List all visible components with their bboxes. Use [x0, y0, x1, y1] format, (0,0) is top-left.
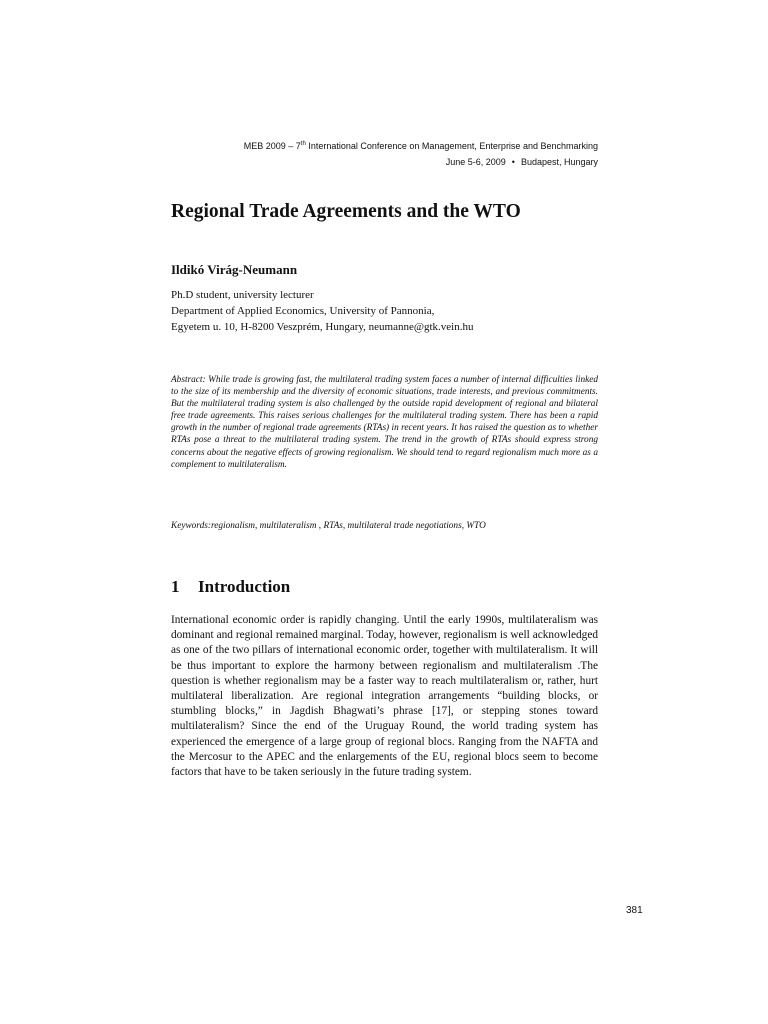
affiliation-line-address: Egyetem u. 10, H-8200 Veszprém, Hungary, neumanne@gtk.vein.hu	[171, 321, 474, 333]
page-number: 381	[626, 905, 643, 916]
section-heading	[171, 577, 290, 597]
conference-location: Budapest, Hungary	[520, 157, 598, 167]
ordinal-superscript: th	[300, 141, 306, 147]
affiliation-line-department: Department of Applied Economics, University of Pannonia,	[171, 305, 435, 317]
affiliation-line-position: Ph.D student, university lecturer	[171, 289, 314, 301]
date-location-line	[244, 154, 598, 170]
conference-dates: June 5-6, 2009	[445, 157, 506, 167]
conference-header	[244, 136, 598, 170]
paper-title: Regional Trade Agreements and the WTO	[171, 201, 521, 222]
introduction-paragraph: International economic order is rapidly changing. Until the early 1990s, multilateralism was dominant and regional remained marginal. Today, however, regionalism is well acknowledged as one of the two pillars of international economic order, together with multilateralism. It will be thus important to explore the harmony between regionalism and multilateralism .The question is whether regionalism may be a faster way to reach multilateralism or, rather, hurt multilateral liberalization. Are regional integration arrangements “building blocks, or stumbling blocks,” in Jagdish Bhagwati’s phrase [17], or stepping stones toward multilateralism? Since the end of the Uruguay Round, the world trading system has experienced the emergence of a large group of regional blocs. Ranging from the NAFTA and the Mercosur to the APEC and the enlargements of the EU, regional blocs seem to become factors that have to be taken seriously in the future trading system.	[171, 614, 598, 779]
conference-line	[244, 136, 598, 154]
author-affiliation	[171, 287, 601, 335]
author-name: Ildikó Virág-Neumann	[171, 262, 298, 277]
section-title: Introduction	[198, 577, 291, 596]
abstract: Abstract: While trade is growing fast, the multilateral trading system faces a number of internal difficulties linked to the size of its membership and the diversity of economic situations, trade interests, and previous commitments. But the multilateral trading system is also challenged by the outside rapid development of regional and bilateral free trade agreements. This raises serious challenges for the multilateral trading system. There has been a rapid growth in the number of regional trade agreements (RTAs) in recent years. It has raised the question as to whether RTAs pose a threat to the multilateral trading system. The trend in the growth of RTAs should express strong concerns about the negative effects of growing regionalism. We should tend to regard regionalism much more as a complement to multilateralism.	[171, 375, 598, 470]
keywords: Keywords:regionalism, multilateralism , RTAs, multilateral trade negotiations, WTO	[171, 521, 486, 531]
conference-prefix: MEB 2009 – 7	[243, 141, 301, 151]
section-number: 1	[171, 577, 180, 596]
conference-name: International Conference on Management, Enterprise and Benchmarking	[305, 141, 598, 151]
bullet-separator: •	[511, 157, 515, 167]
